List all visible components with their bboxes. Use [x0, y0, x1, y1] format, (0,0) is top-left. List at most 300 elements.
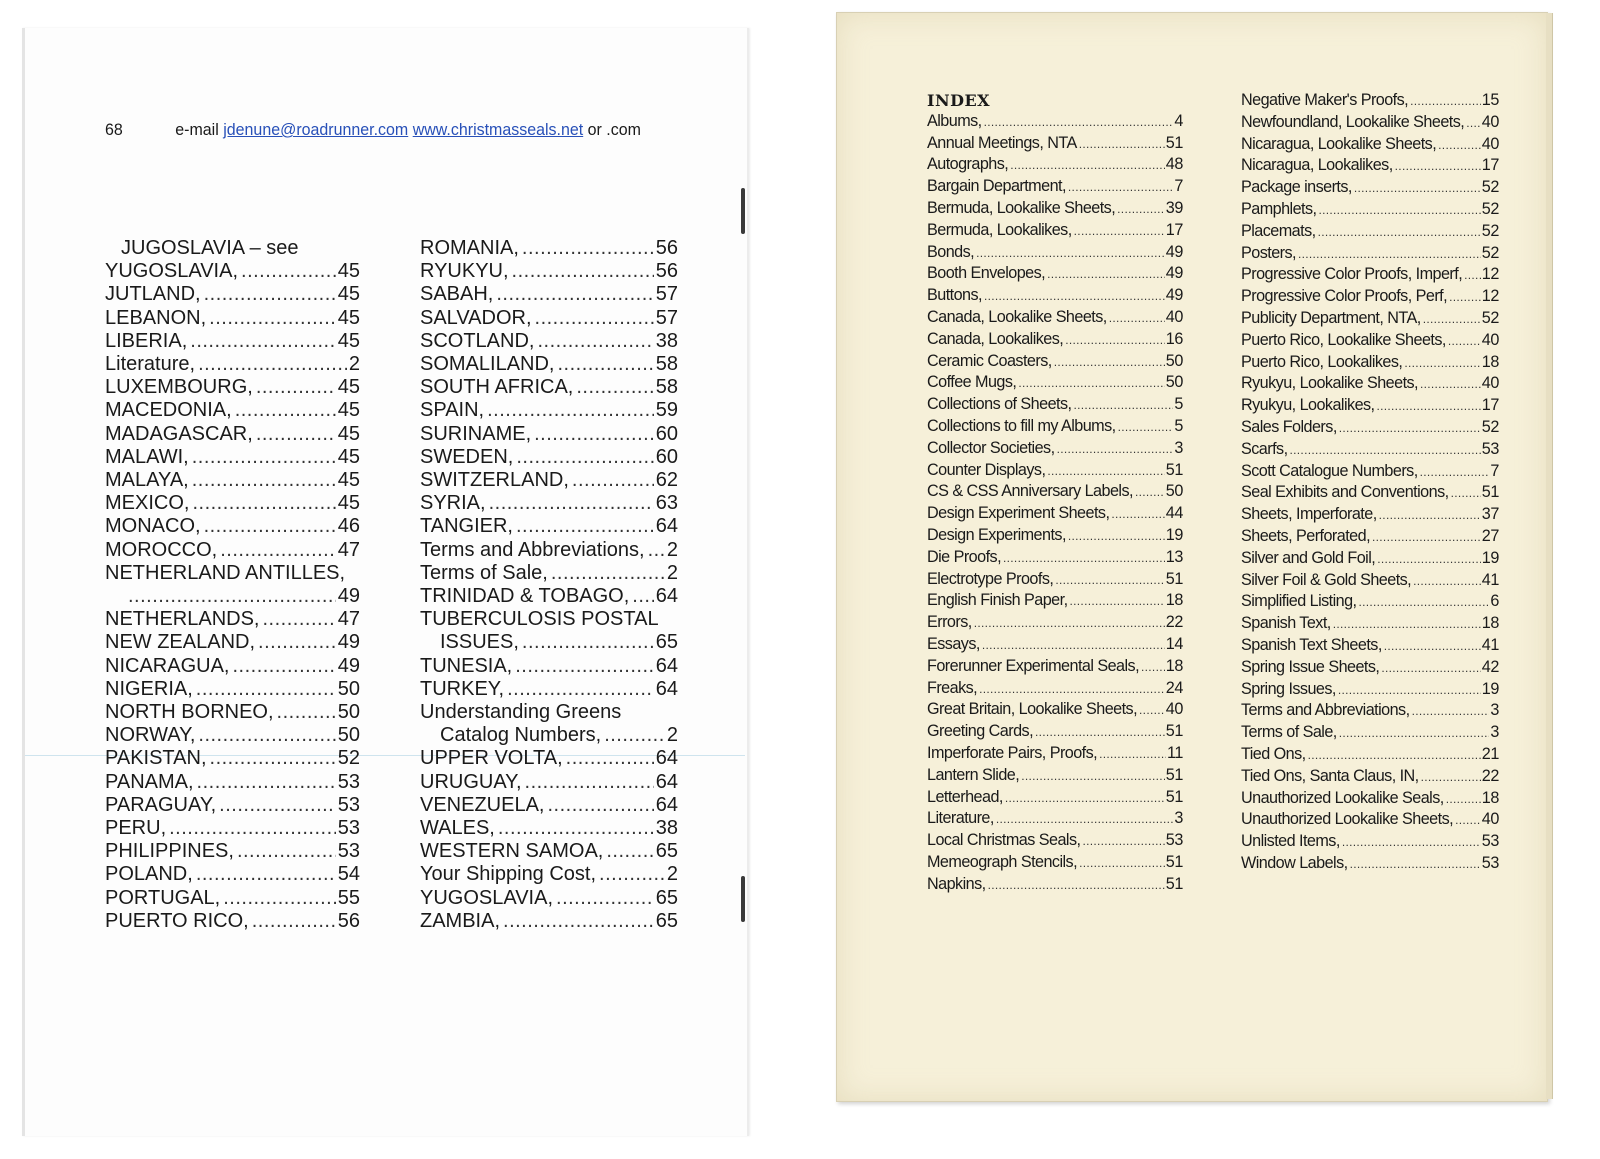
dot-leader [1466, 113, 1481, 134]
index-entry [105, 747, 360, 770]
entry-label: Placemats, [1241, 221, 1316, 240]
dot-leader [1338, 680, 1481, 701]
entry-page-number: 18 [1165, 656, 1183, 675]
index-entry [927, 285, 1183, 307]
dot-leader [1420, 374, 1481, 395]
dot-leader [1354, 178, 1481, 199]
dot-leader [1010, 155, 1165, 176]
dot-leader [984, 286, 1165, 307]
entry-page-number: 57 [655, 283, 678, 306]
dot-leader [1047, 264, 1165, 285]
entry-page-number: 53 [1481, 853, 1499, 872]
dot-leader [1005, 788, 1165, 809]
index-entry [927, 438, 1183, 460]
dot-leader [209, 307, 336, 330]
index-entry [1241, 461, 1499, 483]
entry-label: Scott Catalogue Numbers, [1241, 461, 1418, 480]
index-entry [927, 808, 1183, 830]
dot-leader [1438, 135, 1481, 156]
index-entry [927, 830, 1183, 852]
index-entry [105, 863, 360, 886]
entry-page-number: 51 [1165, 852, 1183, 871]
entry-page-number: 19 [1165, 525, 1183, 544]
entry-label: URUGUAY, [420, 770, 522, 793]
entry-label: Unlisted Items, [1241, 832, 1340, 851]
entry-label: Design Experiment Sheets, [927, 504, 1110, 523]
dot-leader [256, 376, 336, 399]
left-index-column-2 [420, 237, 678, 933]
staple-bottom [741, 876, 745, 922]
dot-leader [1070, 591, 1165, 612]
index-entry [927, 525, 1183, 547]
index-entry [927, 765, 1183, 787]
index-entry [420, 446, 678, 469]
entry-page-number: 45 [337, 469, 360, 492]
dot-leader [1109, 308, 1165, 329]
index-entry [105, 585, 360, 608]
entry-page-number: 18 [1481, 614, 1499, 633]
entry-label: Design Experiments, [927, 525, 1066, 544]
entry-label: Collector Societies, [927, 438, 1055, 457]
entry-label: ROMANIA, [420, 237, 519, 259]
dot-leader [1318, 200, 1480, 221]
index-entry [420, 307, 678, 330]
dot-leader [535, 307, 654, 330]
entry-label: Electrotype Proofs, [927, 569, 1054, 588]
index-entry [420, 910, 678, 933]
index-entry [927, 111, 1183, 133]
entry-label: NORTH BORNEO, [105, 701, 274, 724]
index-entry [927, 372, 1183, 394]
dot-leader [648, 539, 665, 562]
dot-leader [1410, 91, 1481, 112]
index-entry [105, 771, 360, 794]
entry-page-number: 18 [1481, 352, 1499, 371]
entry-label: WESTERN SAMOA, [420, 840, 604, 863]
email-label: e-mail [175, 120, 219, 139]
entry-page-number: 53 [1165, 831, 1183, 850]
dot-leader [204, 283, 336, 306]
left-index-column-1 [105, 237, 360, 933]
dot-leader [1449, 287, 1481, 308]
index-entry [1241, 264, 1499, 286]
entry-page-number: 53 [1481, 832, 1499, 851]
dot-leader [1377, 549, 1481, 570]
entry-label: SWITZERLAND, [420, 469, 569, 492]
entry-label: Package inserts, [1241, 178, 1352, 197]
entry-page-number: 41 [1481, 635, 1499, 654]
dot-leader [1350, 854, 1481, 875]
index-entry [927, 198, 1183, 220]
entry-page-number: 13 [1165, 547, 1183, 566]
entry-page-number: 2 [666, 538, 678, 561]
entry-page-number: 62 [655, 469, 678, 492]
index-entry [927, 634, 1183, 656]
entry-page-number: 53 [337, 793, 360, 816]
entry-label: Understanding Greens [420, 701, 622, 724]
entry-page-number: 21 [1481, 744, 1499, 763]
dot-leader [1308, 745, 1481, 766]
entry-page-number: 46 [337, 515, 360, 538]
entry-page-number: 64 [655, 747, 678, 770]
index-entry [927, 569, 1183, 591]
dot-leader [1412, 701, 1490, 722]
index-entry [420, 330, 678, 353]
entry-label: MALAWI, [105, 445, 189, 468]
index-entry [927, 656, 1183, 678]
dot-leader [604, 724, 665, 747]
index-entry [927, 351, 1183, 373]
entry-label: Sheets, Perforated, [1241, 526, 1371, 545]
dot-leader [507, 678, 654, 701]
entry-page-number: 56 [655, 260, 678, 283]
entry-label: LEBANON, [105, 306, 207, 329]
entry-label: MADAGASCAR, [105, 422, 253, 445]
entry-label: SOMALILAND, [420, 353, 555, 376]
dot-leader [1342, 832, 1481, 853]
entry-label: SCOTLAND, [420, 329, 535, 352]
dot-leader [1073, 395, 1173, 416]
dot-leader [515, 655, 654, 678]
index-entry [105, 608, 360, 631]
index-entry [420, 283, 678, 306]
index-entry [420, 747, 678, 770]
index-entry [420, 515, 678, 538]
entry-page-number: 18 [1481, 788, 1499, 807]
dot-leader [551, 562, 665, 585]
dot-leader [1421, 767, 1481, 788]
index-entry [1241, 591, 1499, 613]
dot-leader [256, 423, 336, 446]
entry-page-number: 12 [1481, 265, 1499, 284]
dot-leader [1055, 570, 1164, 591]
dot-leader [1047, 461, 1164, 482]
entry-page-number: 58 [655, 376, 678, 399]
index-entry [105, 631, 360, 654]
index-entry [105, 353, 360, 376]
dot-leader [1141, 657, 1165, 678]
index-entry [420, 562, 678, 585]
dot-leader [1404, 353, 1480, 374]
dot-leader [988, 875, 1165, 896]
entry-label: Greeting Cards, [927, 722, 1034, 741]
entry-label: LUXEMBOURG, [105, 376, 253, 399]
index-entry [420, 863, 678, 886]
entry-label: ZAMBIA, [420, 909, 501, 932]
entry-label: TUBERCULOSIS POSTAL [420, 608, 659, 631]
dot-leader [198, 353, 347, 376]
dot-leader [1464, 265, 1481, 286]
entry-label: Puerto Rico, Lookalikes, [1241, 352, 1403, 371]
index-entry [420, 631, 678, 654]
dot-leader [503, 910, 654, 933]
entry-page-number: 45 [337, 422, 360, 445]
entry-page-number: 55 [337, 886, 360, 909]
entry-label: UPPER VOLTA, [420, 747, 563, 770]
dot-leader [196, 863, 336, 886]
entry-page-number: 45 [337, 445, 360, 468]
entry-label: PORTUGAL, [105, 886, 221, 909]
entry-label: MALAYA, [105, 469, 189, 492]
entry-label: Terms of Sale, [420, 561, 548, 584]
dot-leader [1298, 244, 1481, 265]
entry-page-number: 16 [1165, 329, 1183, 348]
entry-label: JUGOSLAVIA – see [121, 237, 299, 259]
index-entry [105, 655, 360, 678]
index-entry [1241, 395, 1499, 417]
entry-page-number: 52 [1481, 417, 1499, 436]
entry-page-number: 12 [1481, 287, 1499, 306]
index-entry [420, 399, 678, 422]
dot-leader [606, 840, 653, 863]
dot-leader [512, 260, 654, 283]
dot-leader [1035, 722, 1165, 743]
entry-page-number: 50 [337, 724, 360, 747]
website-suffix: or .com [587, 120, 641, 139]
entry-label: Counter Displays, [927, 460, 1046, 479]
entry-page-number: 60 [655, 422, 678, 445]
entry-page-number: 65 [655, 886, 678, 909]
entry-page-number: 40 [1481, 134, 1499, 153]
index-entry [420, 585, 678, 608]
dot-leader [996, 809, 1174, 830]
index-entry [420, 353, 678, 376]
entry-label: Negative Maker's Proofs, [1241, 91, 1409, 109]
entry-label: English Finish Paper, [927, 591, 1068, 610]
entry-page-number: 14 [1165, 634, 1183, 653]
dot-leader [219, 794, 336, 817]
index-title: INDEX [927, 91, 991, 110]
entry-label: Autographs, [927, 155, 1009, 174]
dot-leader [974, 613, 1165, 634]
index-entry [927, 787, 1183, 809]
index-entry [1241, 155, 1499, 177]
entry-label: PARAGUAY, [105, 793, 217, 816]
email-link[interactable]: jdenune@roadrunner.com [223, 120, 409, 139]
right-index-column-1 [927, 90, 1183, 895]
dot-leader [522, 237, 654, 260]
dot-leader [192, 469, 336, 492]
entry-label: TURKEY, [420, 677, 505, 700]
entry-label: Tied Ons, Santa Claus, IN, [1241, 766, 1419, 785]
index-entry [1241, 243, 1499, 265]
entry-label: TRINIDAD & TOBAGO, [420, 585, 630, 608]
index-entry [1241, 177, 1499, 199]
index-entry [927, 263, 1183, 285]
dot-leader [1057, 439, 1174, 460]
dot-leader [192, 446, 336, 469]
index-entry [105, 283, 360, 306]
index-entry [1241, 439, 1499, 461]
entry-page-number: 50 [1165, 482, 1183, 501]
dot-leader [241, 260, 336, 283]
entry-page-number: 2 [666, 724, 678, 747]
website-link[interactable]: www.christmasseals.net [412, 120, 584, 139]
index-entry [105, 423, 360, 446]
right-booklet-page [836, 12, 1548, 1102]
entry-label: Freaks, [927, 678, 978, 697]
entry-label: JUTLAND, [105, 283, 201, 306]
index-entry [105, 307, 360, 330]
entry-label: Ryukyu, Lookalike Sheets, [1241, 374, 1419, 393]
index-entry [927, 133, 1183, 155]
dot-leader [1290, 440, 1481, 461]
entry-page-number: 49 [337, 585, 360, 608]
dot-leader [235, 399, 336, 422]
entry-label: PANAMA, [105, 770, 194, 793]
entry-label: NIGERIA, [105, 677, 193, 700]
entry-label: Spanish Text, [1241, 614, 1331, 633]
entry-label: NORWAY, [105, 724, 196, 747]
dot-leader [1099, 744, 1166, 765]
index-entry [1241, 766, 1499, 788]
dot-leader [516, 446, 653, 469]
entry-page-number: 54 [337, 863, 360, 886]
index-entry [927, 242, 1183, 264]
dot-leader [1420, 462, 1490, 483]
dot-leader [1379, 505, 1481, 526]
entry-page-number: 44 [1165, 504, 1183, 523]
entry-label: Ryukyu, Lookalikes, [1241, 396, 1375, 415]
entry-label: PUERTO RICO, [105, 909, 249, 932]
entry-label: Essays, [927, 634, 980, 653]
entry-page-number: 51 [1481, 483, 1499, 502]
dot-leader [1079, 853, 1165, 874]
entry-page-number: 40 [1481, 330, 1499, 349]
dot-leader [220, 539, 336, 562]
index-entry [1241, 809, 1499, 831]
dot-leader [525, 771, 654, 794]
index-entry [927, 852, 1183, 874]
index-entry [927, 394, 1183, 416]
index-entry [927, 307, 1183, 329]
entry-page-number: 64 [655, 515, 678, 538]
index-entry [927, 503, 1183, 525]
index-entry [1241, 134, 1499, 156]
dot-leader [237, 840, 336, 863]
index-entry [927, 612, 1183, 634]
dot-leader [1381, 658, 1480, 679]
entry-label: Terms of Sale, [1241, 723, 1337, 742]
entry-label: Local Christmas Seals, [927, 831, 1081, 850]
entry-label: YUGOSLAVIA, [105, 260, 239, 283]
entry-page-number: 38 [655, 329, 678, 352]
page-edge [1546, 13, 1553, 1099]
entry-label: Sheets, Imperforate, [1241, 505, 1377, 524]
left-booklet-page [22, 28, 749, 1136]
entry-page-number: 51 [1165, 765, 1183, 784]
index-entry [1241, 352, 1499, 374]
dot-leader [198, 724, 335, 747]
dot-leader [976, 243, 1165, 264]
entry-page-number: 65 [655, 909, 678, 932]
dot-leader [1384, 636, 1481, 657]
entry-page-number: 60 [655, 445, 678, 468]
dot-leader [537, 330, 653, 353]
index-entry [105, 817, 360, 840]
index-entry [420, 794, 678, 817]
entry-page-number: 53 [337, 817, 360, 840]
entry-page-number: 42 [1481, 657, 1499, 676]
entry-page-number: 45 [337, 399, 360, 422]
index-entry [927, 590, 1183, 612]
dot-leader [982, 635, 1165, 656]
entry-label: Forerunner Experimental Seals, [927, 656, 1140, 675]
index-entry [1241, 286, 1499, 308]
dot-leader [1065, 330, 1165, 351]
entry-page-number: 17 [1165, 220, 1183, 239]
entry-label: Annual Meetings, NTA [927, 133, 1077, 152]
entry-label: Nicaragua, Lookalikes, [1241, 156, 1393, 175]
index-entry [105, 399, 360, 422]
index-entry [1241, 548, 1499, 570]
index-entry [105, 701, 360, 724]
entry-page-number: 59 [655, 399, 678, 422]
dot-leader [169, 817, 336, 840]
entry-label: NETHERLANDS, [105, 608, 260, 631]
entry-label: RYUKYU, [420, 260, 509, 283]
entry-label: SALVADOR, [420, 306, 532, 329]
index-entry [420, 701, 678, 724]
entry-page-number: 3 [1490, 723, 1499, 742]
entry-label: Simplified Listing, [1241, 592, 1357, 611]
entry-page-number: 3 [1174, 438, 1183, 457]
entry-page-number: 45 [337, 283, 360, 306]
dot-leader [1118, 417, 1174, 438]
entry-label: Scarfs, [1241, 439, 1288, 458]
index-entry [1241, 417, 1499, 439]
dot-leader [252, 910, 336, 933]
entry-label: WALES, [420, 817, 495, 840]
index-entry [1241, 788, 1499, 810]
dot-leader [522, 631, 654, 654]
index-entry [420, 539, 678, 562]
index-entry [420, 887, 678, 910]
entry-page-number: 41 [1481, 570, 1499, 589]
index-entry [1241, 221, 1499, 243]
dot-leader [984, 112, 1174, 133]
entry-page-number: 22 [1481, 766, 1499, 785]
entry-label: VENEZUELA, [420, 793, 545, 816]
entry-page-number: 40 [1481, 374, 1499, 393]
dot-leader [1139, 700, 1165, 721]
page-number: 68 [105, 120, 123, 139]
dot-leader [556, 887, 654, 910]
entry-label: Progressive Color Proofs, Perf, [1241, 287, 1448, 306]
dot-leader [1082, 831, 1164, 852]
entry-page-number: 47 [337, 608, 360, 631]
entry-label: NICARAGUA, [105, 654, 230, 677]
entry-label: TUNESIA, [420, 654, 513, 677]
index-entry [1241, 679, 1499, 701]
entry-label: SURINAME, [420, 422, 532, 445]
index-entry [1241, 373, 1499, 395]
entry-label: MOROCCO, [105, 538, 218, 561]
dot-leader [1455, 810, 1481, 831]
index-entry [420, 655, 678, 678]
index-entry [420, 817, 678, 840]
entry-label: Collections to fill my Albums, [927, 416, 1116, 435]
entry-page-number: 18 [1165, 591, 1183, 610]
dot-leader [1074, 221, 1165, 242]
entry-page-number: 5 [1174, 395, 1183, 414]
entry-label: Letterhead, [927, 787, 1003, 806]
entry-label: SWEDEN, [420, 445, 514, 468]
entry-page-number: 64 [655, 677, 678, 700]
index-entry [1241, 526, 1499, 548]
entry-label: MONACO, [105, 515, 201, 538]
entry-page-number: 52 [337, 747, 360, 770]
